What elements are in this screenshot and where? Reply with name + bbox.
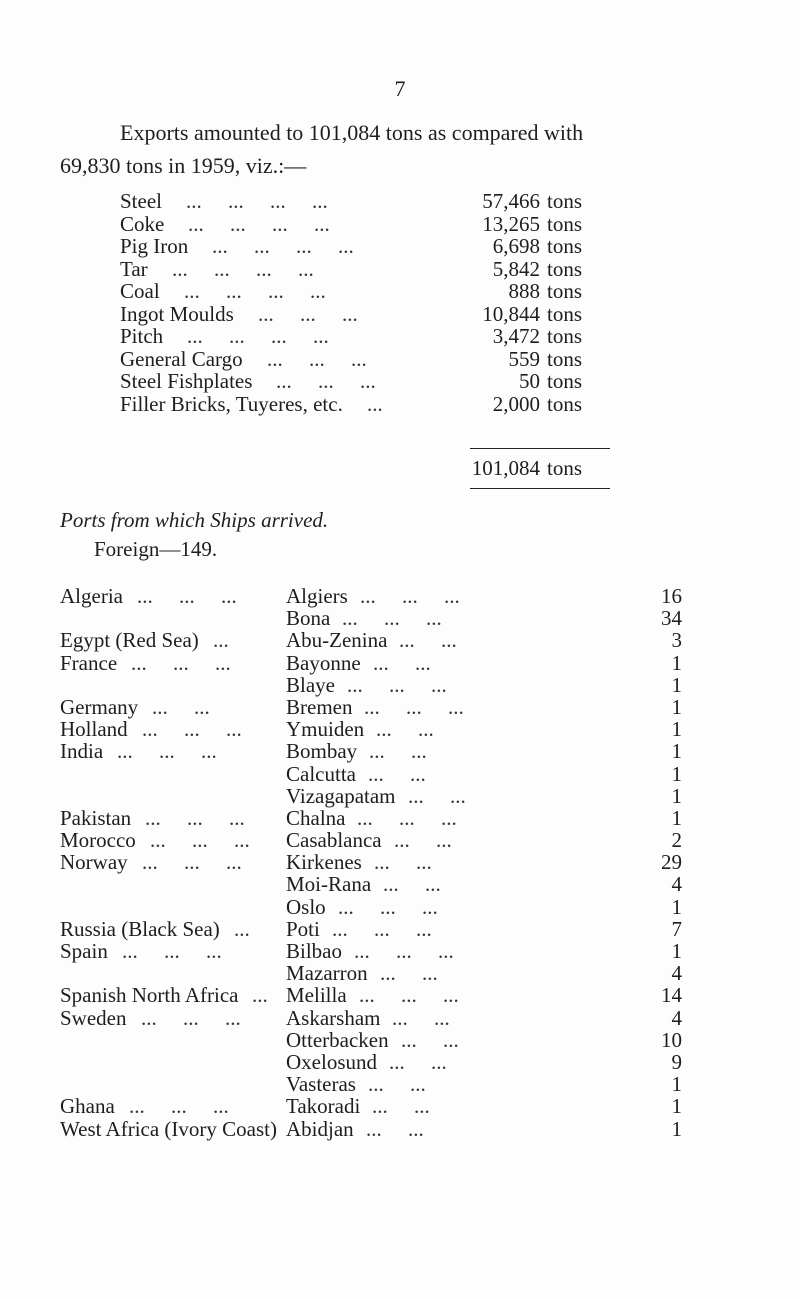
port-row bbox=[60, 940, 700, 962]
ports-table bbox=[60, 585, 700, 1140]
port-count: 1 bbox=[671, 1094, 682, 1119]
leader-dots: ... ... bbox=[368, 761, 426, 786]
leader-dots: ... ... ... bbox=[354, 939, 454, 963]
port-name: Abidjan bbox=[286, 1116, 354, 1141]
exports-total-unit: tons bbox=[547, 456, 583, 480]
port-count: 4 bbox=[671, 961, 682, 986]
leader-dots: ... ... ... ... bbox=[186, 189, 328, 213]
port-name: Kirkenes bbox=[286, 850, 362, 875]
port-count: 1 bbox=[671, 761, 682, 786]
port-country: Sweden bbox=[60, 1005, 127, 1030]
port-row bbox=[60, 984, 700, 1006]
port-row bbox=[60, 763, 700, 785]
port-country: Pakistan bbox=[60, 805, 132, 830]
port-row bbox=[60, 674, 700, 696]
port-name: Abu-Zenina bbox=[286, 628, 388, 653]
leader-dots: ... ... ... bbox=[129, 1094, 229, 1119]
export-unit: tons bbox=[547, 369, 583, 393]
export-row bbox=[120, 393, 660, 416]
port-row bbox=[60, 873, 700, 895]
leader-dots: ... ... bbox=[374, 850, 432, 875]
port-country: Russia (Black Sea) bbox=[60, 916, 220, 941]
export-category: General Cargo bbox=[120, 346, 243, 371]
export-value: 13,265 bbox=[482, 211, 540, 236]
export-unit: tons bbox=[547, 279, 583, 303]
leader-dots: ... ... bbox=[383, 872, 441, 897]
export-category: Filler Bricks, Tuyeres, etc. bbox=[120, 391, 343, 416]
leader-dots: ... ... ... bbox=[150, 828, 250, 853]
export-row bbox=[120, 190, 660, 213]
port-country: Algeria bbox=[60, 584, 123, 608]
export-value: 888 bbox=[508, 279, 540, 303]
intro-paragraph bbox=[60, 116, 740, 182]
port-row bbox=[60, 962, 700, 984]
port-count: 1 bbox=[671, 739, 682, 764]
export-unit: tons bbox=[547, 324, 583, 348]
port-row bbox=[60, 1095, 700, 1117]
export-category: Steel bbox=[120, 189, 162, 213]
port-row bbox=[60, 896, 700, 918]
port-name: Ymuiden bbox=[286, 717, 365, 742]
leader-dots: ... ... ... bbox=[342, 606, 442, 631]
leader-dots: ... ... bbox=[394, 828, 452, 853]
leader-dots: ... ... ... bbox=[137, 584, 237, 608]
leader-dots: ... ... ... bbox=[360, 584, 460, 608]
leader-dots: ... ... bbox=[376, 717, 434, 742]
leader-dots: ... ... bbox=[389, 1049, 447, 1074]
port-row bbox=[60, 607, 700, 629]
leader-dots: ... ... bbox=[401, 1027, 459, 1052]
port-name: Bayonne bbox=[286, 650, 361, 675]
port-row bbox=[60, 652, 700, 674]
port-country: Spain bbox=[60, 939, 108, 963]
port-name: Otterbacken bbox=[286, 1027, 389, 1052]
port-name: Bremen bbox=[286, 694, 353, 719]
port-name: Poti bbox=[286, 916, 320, 941]
exports-total-value: 101,084 bbox=[471, 456, 540, 480]
port-count: 4 bbox=[671, 1005, 682, 1030]
leader-dots: ... ... bbox=[152, 694, 210, 719]
export-row bbox=[120, 303, 660, 326]
leader-dots: ... ... bbox=[408, 783, 466, 808]
port-count: 10 bbox=[661, 1027, 682, 1052]
port-count: 7 bbox=[671, 916, 682, 941]
total-rule-bottom bbox=[470, 488, 610, 489]
export-value: 50 bbox=[519, 369, 540, 393]
port-row bbox=[60, 851, 700, 873]
port-name: Casablanca bbox=[286, 828, 382, 853]
port-row bbox=[60, 740, 700, 762]
export-row bbox=[120, 235, 660, 258]
leader-dots: ... ... ... bbox=[338, 894, 438, 919]
leader-dots: ... ... bbox=[368, 1072, 426, 1097]
port-country: Ghana bbox=[60, 1094, 115, 1119]
export-row bbox=[120, 348, 660, 371]
port-count: 3 bbox=[671, 628, 682, 653]
port-count: 16 bbox=[661, 584, 682, 608]
port-country: Spanish North Africa bbox=[60, 983, 239, 1008]
export-value: 10,844 bbox=[482, 301, 540, 326]
port-count: 1 bbox=[671, 717, 682, 742]
export-row bbox=[120, 258, 660, 281]
export-row bbox=[120, 213, 660, 236]
leader-dots: ... ... ... bbox=[267, 346, 367, 371]
leader-dots: ... ... ... bbox=[347, 672, 447, 697]
port-country: Norway bbox=[60, 850, 128, 875]
port-name: Chalna bbox=[286, 805, 346, 830]
leader-dots: ... ... ... bbox=[359, 983, 459, 1008]
export-category: Steel Fishplates bbox=[120, 369, 253, 393]
leader-dots: ... bbox=[252, 983, 268, 1008]
export-category: Tar bbox=[120, 256, 148, 281]
leader-dots: ... ... ... bbox=[142, 850, 242, 875]
port-name: Vizagapatam bbox=[286, 783, 396, 808]
port-name: Oxelosund bbox=[286, 1049, 377, 1074]
port-name: Blaye bbox=[286, 672, 335, 697]
port-row bbox=[60, 1029, 700, 1051]
port-name: Askarsham bbox=[286, 1005, 381, 1030]
port-name: Mazarron bbox=[286, 961, 368, 986]
leader-dots: ... bbox=[367, 391, 383, 416]
leader-dots: ... ... ... bbox=[357, 805, 457, 830]
intro-line-2: 69,830 tons in 1959, viz.:— bbox=[60, 153, 307, 178]
export-category: Ingot Moulds bbox=[120, 301, 234, 326]
leader-dots: ... bbox=[213, 628, 229, 653]
leader-dots: ... ... ... bbox=[131, 650, 231, 675]
port-count: 1 bbox=[671, 1072, 682, 1097]
port-row bbox=[60, 918, 700, 940]
ports-heading: Ports from which Ships arrived. bbox=[60, 508, 329, 532]
leader-dots: ... ... bbox=[366, 1116, 424, 1141]
port-name: Takoradi bbox=[286, 1094, 361, 1119]
port-row bbox=[60, 1051, 700, 1073]
leader-dots: ... ... ... ... bbox=[188, 211, 330, 236]
port-name: Vasteras bbox=[286, 1072, 356, 1097]
export-value: 2,000 bbox=[492, 391, 540, 416]
total-rule-top bbox=[470, 448, 610, 449]
export-unit: tons bbox=[547, 211, 583, 236]
port-row bbox=[60, 807, 700, 829]
port-row bbox=[60, 1073, 700, 1095]
export-category: Pig Iron bbox=[120, 234, 189, 258]
leader-dots: ... ... ... ... bbox=[187, 324, 329, 348]
page-number: 7 bbox=[394, 76, 406, 101]
export-unit: tons bbox=[547, 234, 583, 258]
port-count: 1 bbox=[671, 694, 682, 719]
port-count: 1 bbox=[671, 650, 682, 675]
leader-dots: ... ... ... ... bbox=[172, 256, 314, 281]
export-unit: tons bbox=[547, 189, 583, 213]
port-row bbox=[60, 629, 700, 651]
export-row bbox=[120, 325, 660, 348]
port-name: Bona bbox=[286, 606, 331, 631]
export-unit: tons bbox=[547, 256, 583, 281]
leader-dots: ... ... ... ... bbox=[212, 234, 354, 258]
port-country: India bbox=[60, 739, 104, 764]
leader-dots: ... ... ... bbox=[276, 369, 376, 393]
leader-dots: ... ... bbox=[392, 1005, 450, 1030]
port-name: Algiers bbox=[286, 584, 348, 608]
port-row bbox=[60, 585, 700, 607]
port-name: Moi-Rana bbox=[286, 872, 372, 897]
port-count: 14 bbox=[661, 983, 682, 1008]
leader-dots: ... ... bbox=[380, 961, 438, 986]
leader-dots: ... bbox=[234, 916, 250, 941]
port-country: Germany bbox=[60, 694, 139, 719]
leader-dots: ... ... ... bbox=[145, 805, 245, 830]
exports-table bbox=[120, 190, 660, 415]
port-row bbox=[60, 696, 700, 718]
leader-dots: ... ... bbox=[399, 628, 457, 653]
port-row bbox=[60, 718, 700, 740]
port-count: 9 bbox=[671, 1049, 682, 1074]
leader-dots: ... ... ... bbox=[117, 739, 217, 764]
export-row bbox=[120, 280, 660, 303]
export-value: 559 bbox=[508, 346, 540, 371]
export-unit: tons bbox=[547, 346, 583, 371]
export-value: 3,472 bbox=[492, 324, 540, 348]
export-category: Coal bbox=[120, 279, 160, 303]
leader-dots: ... ... ... bbox=[258, 301, 358, 326]
port-count: 1 bbox=[671, 805, 682, 830]
port-country: Morocco bbox=[60, 828, 136, 853]
port-name: Oslo bbox=[286, 894, 326, 919]
leader-dots: ... ... ... ... bbox=[184, 279, 326, 303]
leader-dots: ... ... ... bbox=[364, 694, 464, 719]
export-row bbox=[120, 370, 660, 393]
port-count: 29 bbox=[661, 850, 682, 875]
port-country: West Africa (Ivory Coast) bbox=[60, 1116, 277, 1141]
leader-dots: ... ... bbox=[372, 1094, 430, 1119]
leader-dots: ... ... bbox=[369, 739, 427, 764]
export-category: Coke bbox=[120, 211, 165, 236]
port-count: 4 bbox=[671, 872, 682, 897]
export-value: 57,466 bbox=[482, 189, 540, 213]
intro-line-1: Exports amounted to 101,084 tons as compared with bbox=[120, 120, 584, 145]
leader-dots: ... ... ... bbox=[122, 939, 222, 963]
port-row bbox=[60, 829, 700, 851]
port-name: Calcutta bbox=[286, 761, 356, 786]
export-unit: tons bbox=[547, 301, 583, 326]
port-country: France bbox=[60, 650, 118, 675]
port-name: Melilla bbox=[286, 983, 347, 1008]
port-row bbox=[60, 785, 700, 807]
port-count: 1 bbox=[671, 783, 682, 808]
export-category: Pitch bbox=[120, 324, 164, 348]
port-count: 1 bbox=[671, 672, 682, 697]
leader-dots: ... ... ... bbox=[141, 1005, 241, 1030]
port-country: Holland bbox=[60, 717, 128, 742]
export-unit: tons bbox=[547, 391, 583, 416]
exports-total-row bbox=[120, 456, 660, 480]
port-count: 34 bbox=[661, 606, 682, 631]
foreign-heading: Foreign—149. bbox=[94, 537, 218, 561]
port-count: 1 bbox=[671, 1116, 682, 1141]
leader-dots: ... ... ... bbox=[142, 717, 242, 742]
port-name: Bombay bbox=[286, 739, 358, 764]
port-count: 1 bbox=[671, 939, 682, 963]
export-value: 5,842 bbox=[492, 256, 540, 281]
port-count: 1 bbox=[671, 894, 682, 919]
leader-dots: ... ... bbox=[373, 650, 431, 675]
export-value: 6,698 bbox=[492, 234, 540, 258]
port-count: 2 bbox=[671, 828, 682, 853]
leader-dots: ... ... ... bbox=[332, 916, 432, 941]
port-row bbox=[60, 1118, 700, 1140]
port-name: Bilbao bbox=[286, 939, 342, 963]
port-row bbox=[60, 1007, 700, 1029]
port-country: Egypt (Red Sea) bbox=[60, 628, 199, 653]
